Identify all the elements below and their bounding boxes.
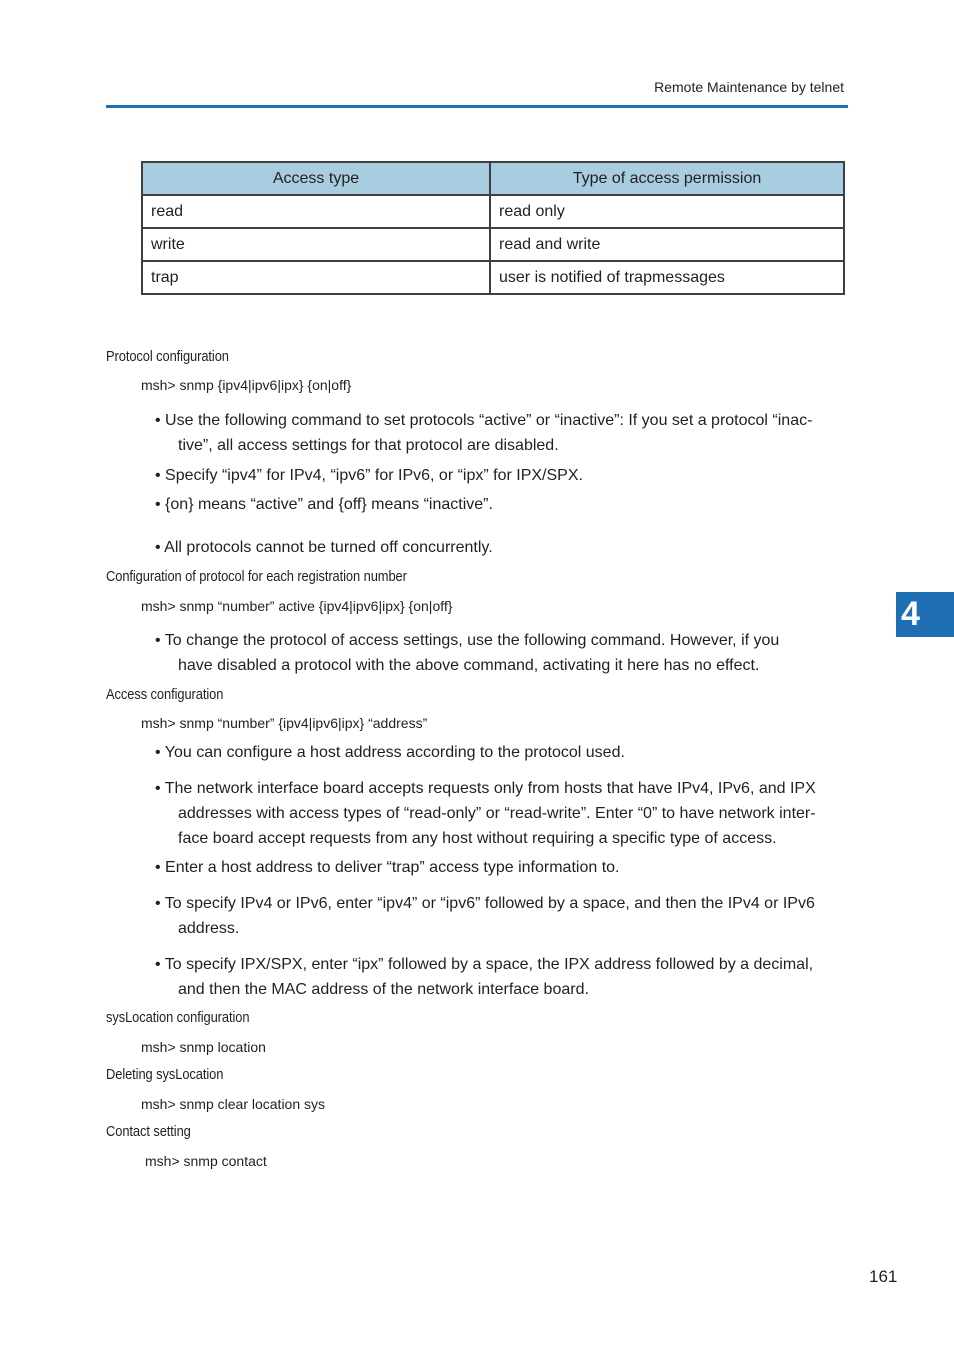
bullet-line: • The network interface board accepts requests only from hosts that have IPv4, IPv6, and IPX [155,780,816,797]
command-line: msh> snmp {ipv4|ipv6|ipx} {on|off} [141,377,352,393]
list-item [155,740,845,765]
table-cell: read [142,195,490,228]
table-cell: read and write [490,228,844,261]
list-item [155,492,845,517]
command-line: msh> snmp contact [145,1153,267,1169]
section-heading: Configuration of protocol for each registration number [106,568,407,585]
access-permission-table [141,161,845,295]
command-line: msh> snmp “number” active {ipv4|ipv6|ipx} {on|off} [141,598,453,614]
table-cell: user is notified of trapmessages [490,261,844,294]
bullet-line: and then the MAC address of the network interface board. [178,981,589,998]
command-line: msh> snmp “number” {ipv4|ipv6|ipx} “address” [141,715,428,731]
table-row [142,228,844,261]
table-cell: write [142,228,490,261]
bullet-line: face board accept requests from any host without requiring a specific type of access. [178,830,777,847]
section-heading: sysLocation configuration [106,1009,250,1026]
list-item [155,855,845,880]
list-item [155,952,845,1002]
bullet-line: • To specify IPv4 or IPv6, enter “ipv4” or “ipv6” followed by a space, and then the IPv4 or IPv6 [155,895,815,912]
bullet-line: • To change the protocol of access settings, use the following command. However, if you [155,632,780,649]
section-heading: Access configuration [106,686,224,703]
bullet-line: • You can configure a host address according to the protocol used. [155,744,625,761]
table-row [142,261,844,294]
list-item [155,535,845,560]
command-line: msh> snmp clear location sys [141,1096,326,1112]
bullet-line: address. [178,920,240,937]
table-header-cell: Access type [142,162,490,195]
section-heading: Protocol configuration [106,348,229,365]
bullet-line: have disabled a protocol with the above command, activating it here has no effect. [178,657,760,674]
header-rule [106,105,848,108]
list-item [155,628,845,678]
list-item [155,463,845,488]
bullet-line: • Use the following command to set protocols “active” or “inactive”: If you set a protocol “inac- [155,412,813,429]
section-heading: Contact setting [106,1123,191,1140]
page-number: 161 [869,1267,898,1286]
bullet-line: • All protocols cannot be turned off concurrently. [155,539,493,556]
table-header-cell: Type of access permission [490,162,844,195]
chapter-tab: 4 [896,592,954,637]
command-line: msh> snmp location [141,1039,266,1055]
section-heading: Deleting sysLocation [106,1066,224,1083]
bullet-line: addresses with access types of “read-only” or “read-write”. Enter “0” to have network inter- [178,805,816,822]
table-header-row [142,162,844,195]
bullet-line: • To specify IPX/SPX, enter “ipx” followed by a space, the IPX address followed by a decimal, [155,956,814,973]
list-item [155,891,845,941]
table-row [142,195,844,228]
list-item [155,408,845,458]
bullet-line: tive”, all access settings for that protocol are disabled. [178,437,559,454]
running-head: Remote Maintenance by telnet [654,79,844,95]
table-cell: trap [142,261,490,294]
table-cell: read only [490,195,844,228]
list-item [155,776,845,851]
bullet-line: • {on} means “active” and {off} means “inactive”. [155,496,493,513]
bullet-line: • Enter a host address to deliver “trap” access type information to. [155,859,620,876]
bullet-line: • Specify “ipv4” for IPv4, “ipv6” for IPv6, or “ipx” for IPX/SPX. [155,467,583,484]
